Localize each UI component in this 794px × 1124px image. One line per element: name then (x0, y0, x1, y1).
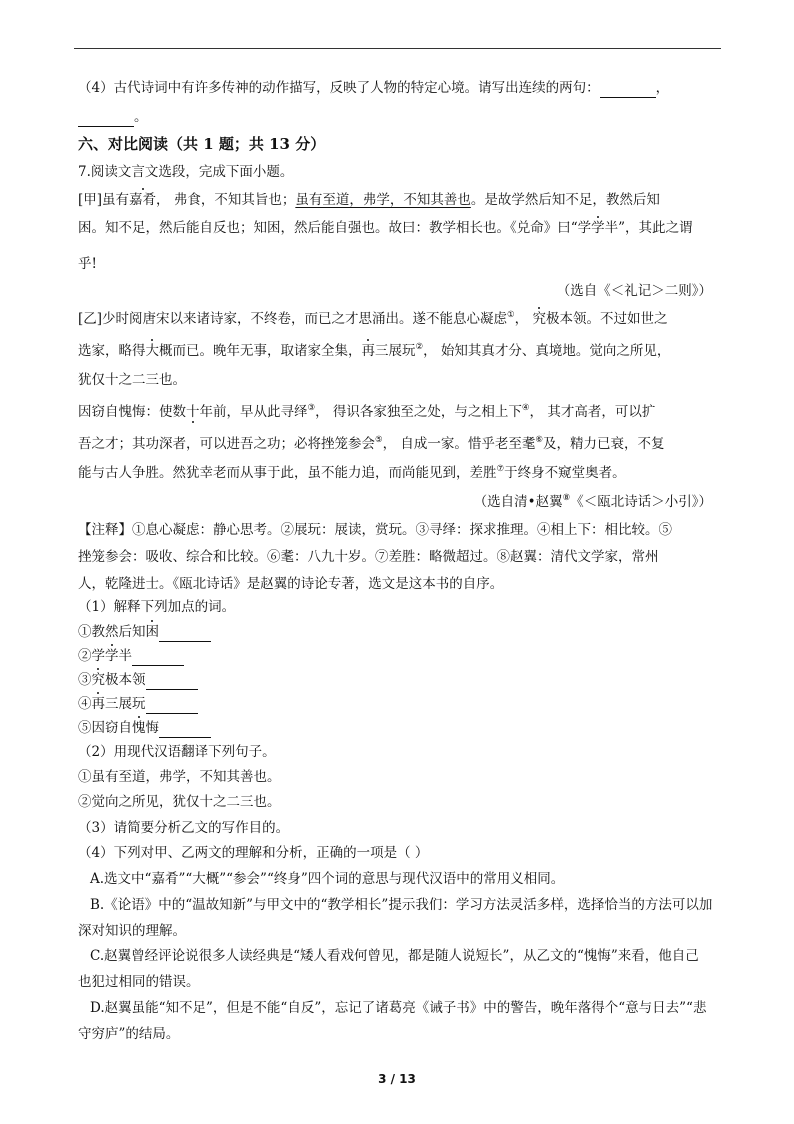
page-number: 3 / 13 (378, 1072, 416, 1086)
option-d-line1[interactable]: D.赵翼虽能“知不足”，但是不能“自反”，忘记了诸葛亮《诫子书》中的警告，晚年落得个“意与日去”“悲 (90, 1000, 707, 1016)
option-b-line1[interactable]: B.《论语》中的“温故知新”与甲文中的“教学相长”提示我们：学习方法灵活多样，选择恰当的方法可以加 (90, 897, 713, 913)
sub1-title: （1）解释下列加点的词。 (78, 599, 236, 615)
notes-line2: 挫笼参会：吸收、综合和比较。⑥耄：八九十岁。⑦差胜：略微超过。⑧赵翼：清代文学家，常州 (78, 549, 659, 565)
answer-blank[interactable] (146, 675, 198, 690)
option-b-line2: 深对知识的理解。 (78, 923, 186, 939)
underlined-sentence: 虽有至道，弗学，不知其善也 (295, 192, 471, 208)
passage-yi-line3: 犹仅十之二三也。 (78, 372, 186, 388)
sub1-item-3: ③究极本领 (78, 670, 198, 690)
top-rule (74, 48, 721, 49)
option-d-line2: 守穷庐”的结局。 (78, 1026, 180, 1042)
passage-yi-line4: 因窃自愧悔：使数十年前，早从此寻绎③， 得识各家独至之处，与之相上下④， 其才高者，可以扩 (78, 403, 656, 420)
sub2-item-1: ①虽有至道，弗学，不知其善也。 (78, 769, 281, 785)
answer-blank[interactable] (132, 651, 184, 666)
sub4-title: （4）下列对甲、乙两文的理解和分析，正确的一项是（ ） (78, 845, 429, 861)
passage-jia-line1: [甲]虽有嘉肴， 弗食，不知其旨也；虽有至道，弗学，不知其善也。是故学然后知不足，教然后知 (78, 192, 660, 208)
prev-q4-line2: 。 (78, 107, 148, 127)
answer-blank[interactable] (159, 627, 211, 642)
sub1-item-4: ④再三展玩 (78, 694, 198, 714)
notes-line3: 人，乾隆进士。《瓯北诗话》是赵翼的诗论专著，选文是这本书的自序。 (78, 576, 504, 592)
answer-blank[interactable] (78, 112, 134, 127)
passage-yi-line1: [乙]少时阅唐宋以来诸诗家，不终卷，而已之才思涌出。遂不能息心凝虑①， 究极本领。不过如世之 (78, 310, 668, 327)
passage-jia-line3: 乎! (78, 256, 97, 272)
answer-blank[interactable] (600, 83, 656, 98)
prev-q4-line1: （4）古代诗词中有许多传神的动作描写，反映了人物的特定心境。请写出连续的两句： ， (78, 80, 670, 96)
passage-yi-line2: 选家，略得大概而已。晚年无事，取诸家全集，再三展玩②， 始知其真才分、真境地。觉向之所见， (78, 342, 671, 359)
passage-jia-line2: 困。知不足，然后能自反也；知困，然后能自强也。故曰：教学相长也。《兑命》曰“学学半”，其此之谓 (78, 220, 693, 236)
option-c-line1[interactable]: C.赵翼曾经评论说很多人读经典是“矮人看戏何曾见，都是随人说短长”，从乙文的“愧悔”来看，他自己 (90, 948, 699, 964)
passage-yi-line6: 能与古人争胜。然犹幸老而从事于此，虽不能力追，而尚能见到，差胜⑦于终身不窥堂奥者。 (78, 464, 626, 481)
question-intro: 7.阅读文言文选段，完成下面小题。 (78, 164, 294, 180)
sub3-title: （3）请简要分析乙文的写作目的。 (78, 820, 290, 836)
answer-blank[interactable] (159, 723, 211, 738)
sub2-title: （2）用现代汉语翻译下列句子。 (78, 744, 276, 760)
passage-yi-line5: 吾之才；其功深者，可以进吾之功；必将挫笼参会⑤， 自成一家。惜乎老至耄⑥及，精力已衰，不复 (78, 435, 665, 452)
option-a[interactable]: A.选文中“嘉肴”“大概”“参会”“终身”四个词的意思与现代汉语中的常用义相同。 (90, 871, 565, 887)
passage-jia-source: （选自《＜礼记＞二则》） (556, 283, 712, 299)
sub1-item-1: ①教然后知困 (78, 622, 211, 642)
notes-line1: 【注释】①息心凝虑：静心思考。②展玩：展读，赏玩。③寻绎：探求推理。④相上下：相比较。⑤ (78, 522, 672, 538)
option-c-line2: 也犯过相同的错误。 (78, 974, 200, 990)
answer-blank[interactable] (146, 699, 198, 714)
passage-yi-source: （选自清•赵翼⑧《＜瓯北诗话＞小引》） (473, 493, 712, 510)
sub1-item-2: ②学学半 (78, 646, 184, 666)
section-title: 六、对比阅读（共 1 题；共 13 分） (78, 135, 326, 153)
sub1-item-5: ⑤因窃自愧悔 (78, 718, 211, 738)
sub2-item-2: ②觉向之所见，犹仅十之二三也。 (78, 794, 281, 810)
